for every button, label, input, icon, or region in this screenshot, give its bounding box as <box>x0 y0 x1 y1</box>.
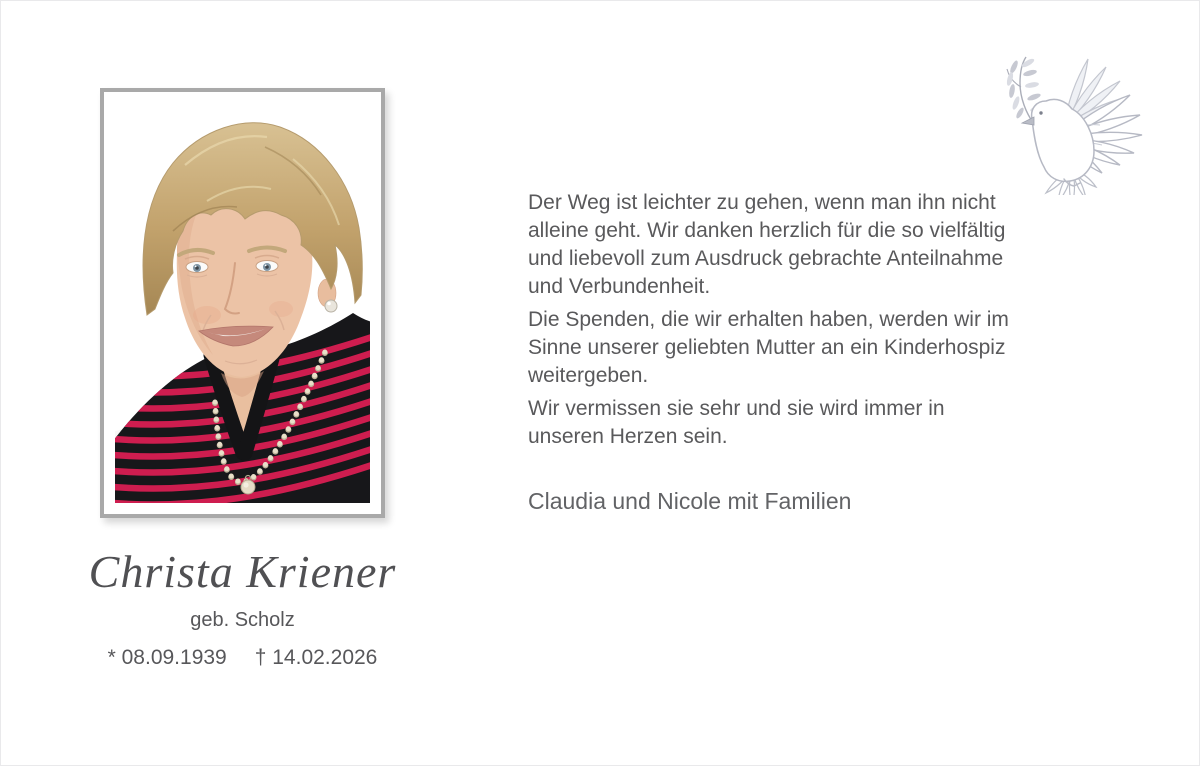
message-line: Die Spenden, die wir erhalten haben, werden wir im <box>528 308 1009 331</box>
message-line: und liebevoll zum Ausdruck gebrachte Anteilnahme <box>528 247 1004 270</box>
message-line: Sinne unserer geliebten Mutter an ein Kinderhospiz <box>528 336 1006 359</box>
portrait-illustration <box>115 103 370 503</box>
message-paragraph <box>528 395 1073 451</box>
message-line: unseren Herzen sein. <box>528 425 728 448</box>
message-line: weitergeben. <box>528 364 649 387</box>
message-paragraph <box>528 189 1073 301</box>
portrait-photo-frame <box>100 88 385 518</box>
dove-with-olive-branch-icon <box>1004 53 1144 195</box>
message-line: und Verbundenheit. <box>528 275 711 298</box>
message-line: alleine geht. Wir danken herzlich für die so vielfältig <box>528 219 1006 242</box>
birth-date: * 08.09.1939 <box>107 645 227 669</box>
signature: Claudia und Nicole mit Familien <box>528 488 852 514</box>
portrait-photo <box>115 103 370 503</box>
message-line: Der Weg ist leichter zu gehen, wenn man ihn nicht <box>528 191 996 214</box>
message-line: Wir vermissen sie sehr und sie wird immer in <box>528 397 945 420</box>
thank-you-message <box>528 189 1073 456</box>
message-paragraph <box>528 306 1073 390</box>
deceased-name: Christa Kriener <box>88 546 397 597</box>
deceased-name-block <box>55 546 430 671</box>
death-date: † 14.02.2026 <box>254 645 378 669</box>
maiden-name: geb. Scholz <box>190 608 295 631</box>
life-dates <box>55 645 430 671</box>
